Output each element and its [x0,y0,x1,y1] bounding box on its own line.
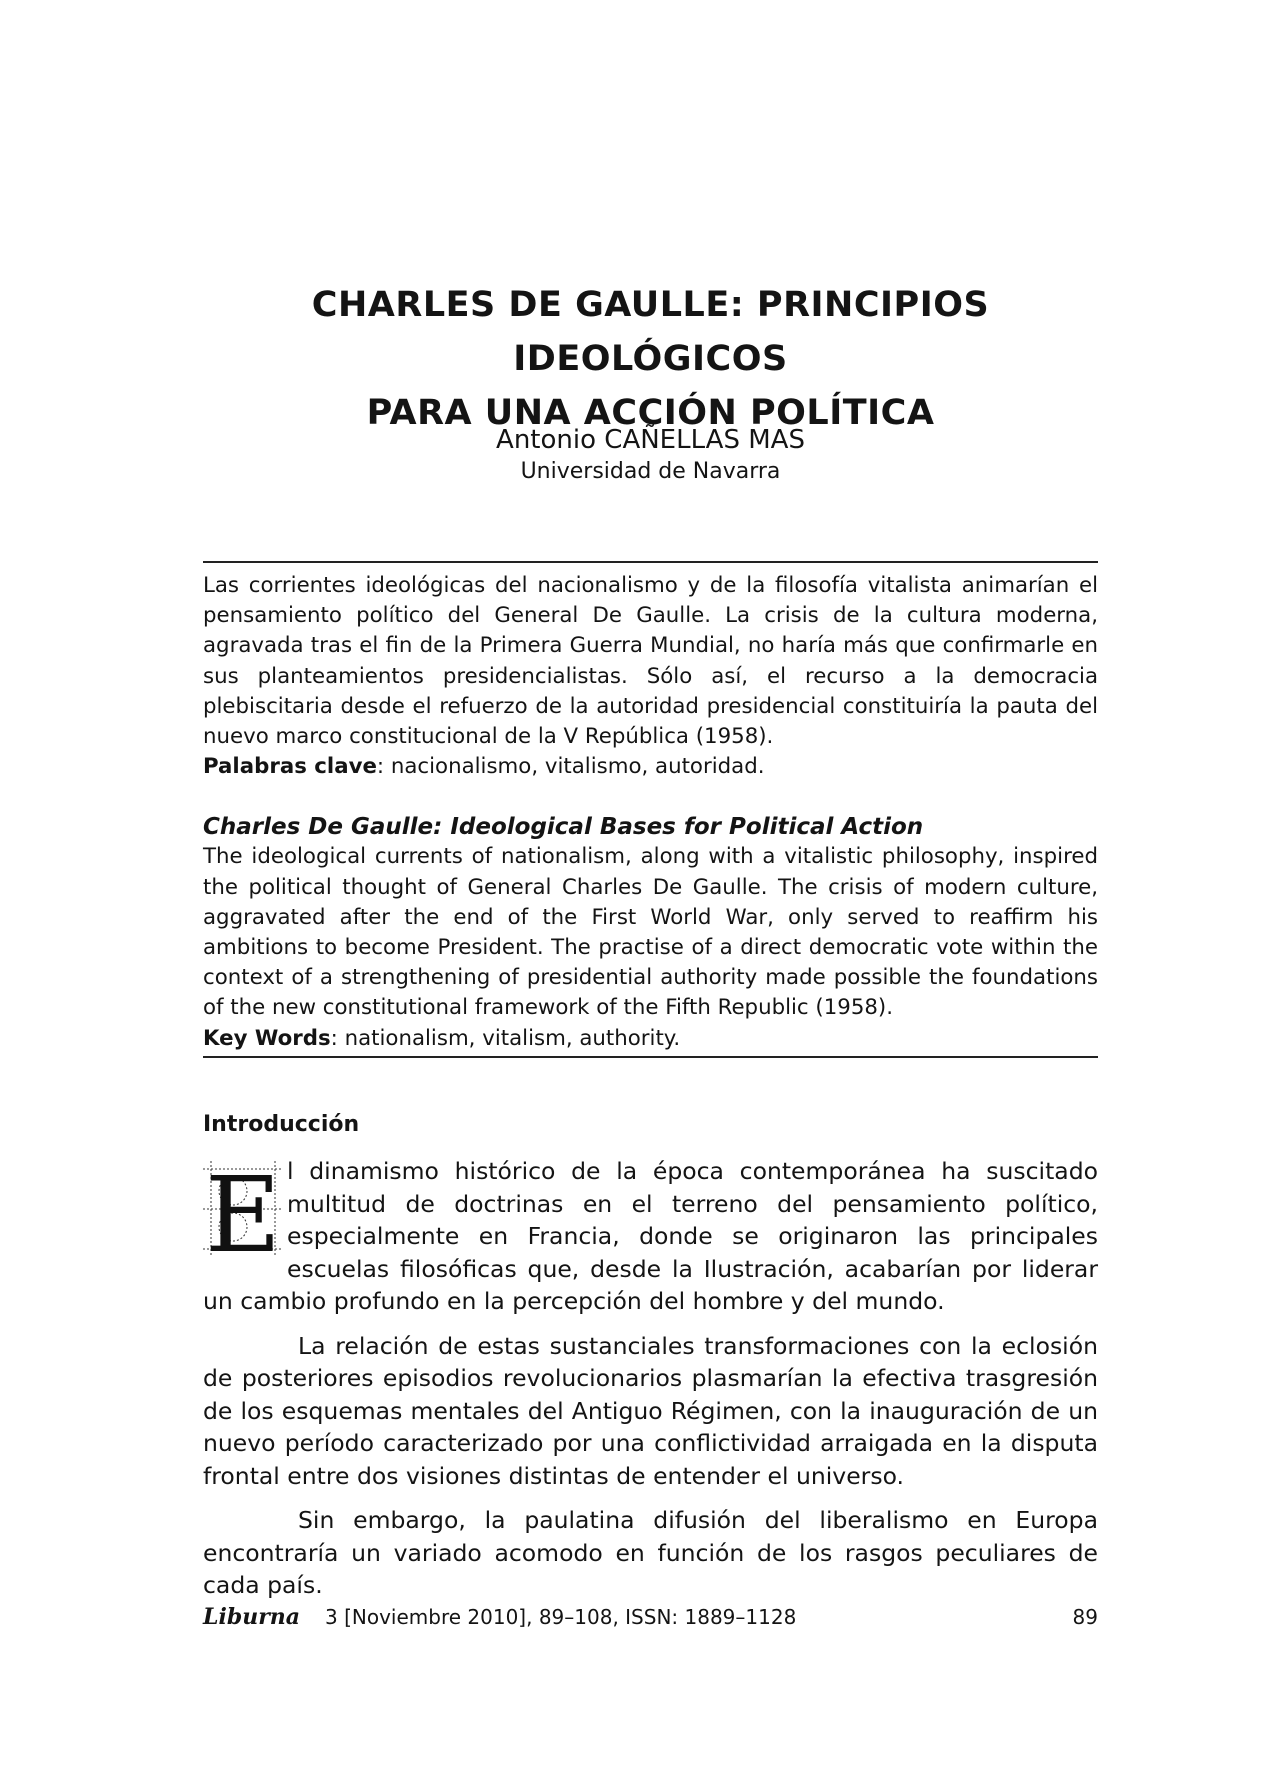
journal-logo: Liburna [203,1604,301,1630]
abstract-en-keywords [203,1024,1098,1054]
title-line-1: CHARLES DE GAULLE: PRINCIPIOS IDEOLÓGICOS [311,285,990,379]
keywords-en-values: : nationalism, vitalism, authority. [330,1025,681,1051]
paragraph-1-text: l dinamismo histórico de la época contemporánea ha suscitado multitud de doctrinas en el terreno del pensamiento político, especialmente en Francia, donde se originaron las principales escuelas filosóficas que, desde la Ilustración, acabarían por liderar un cambio profundo en la percepción del hombre y del mundo. [203,1157,1098,1315]
abstract-es-keywords [203,752,1098,782]
page-number: 89 [1072,1605,1098,1629]
section-heading-introduction: Introducción [203,1112,360,1137]
drop-cap-ornament-icon [203,1161,283,1257]
article-title [203,278,1098,440]
keywords-es-label: Palabras clave [203,754,377,780]
page-footer [203,1600,1098,1634]
paragraph-1 [203,1155,1098,1318]
journal-citation: 3 [Noviembre 2010], 89–108, ISSN: 1889–1128 [325,1605,797,1629]
paragraph-2: La relación de estas sustanciales transformaciones con la eclosión de posteriores episodios revolucionarios plasmarían la efectiva trasgresión de los esquemas mentales del Antiguo Régimen, con la inauguración de un nuevo período caracterizado por una conflictividad arraigada en la disputa frontal entre dos visiones distintas de entender el universo. [203,1331,1098,1490]
author-name: Antonio CAÑELLAS MAS [496,425,805,455]
drop-cap-letter: E [205,1161,281,1257]
abstract-en-title: Charles De Gaulle: Ideological Bases for Political Action [203,814,924,841]
keywords-en-label: Key Words [203,1025,331,1051]
keywords-es-values: : nacionalismo, vitalismo, autoridad. [376,754,765,780]
drop-cap [203,1161,283,1257]
body-text [203,1155,1098,1614]
title-line-2: PARA UNA ACCIÓN POLÍTICA [366,393,935,433]
abstract-en-text: The ideological currents of nationalism, along with a vitalistic philosophy, inspired the political thought of General Charles De Gaulle. The crisis of modern culture, aggravated after the end of the First World War, only served to reaffirm his ambitions to become President. The practise of a direct democratic vote within the context of a strengthening of presidential authority made possible the foundations of the new constitutional framework of the Fifth Republic (1958). [203,844,1098,1021]
abstract-box [203,561,1098,1058]
author-affiliation: Universidad de Navarra [520,459,781,484]
paragraph-3: Sin embargo, la paulatina difusión del liberalismo en Europa encontraría un variado acomodo en función de los rasgos peculiares de cada país. [203,1506,1098,1599]
abstract-es-text: Las corrientes ideológicas del nacionalismo y de la filosofía vitalista animarían el pensamiento político del General De Gaulle. La crisis de la cultura moderna, agravada tras el fin de la Primera Guerra Mundial, no haría más que confirmarle en sus planteamientos presidencialistas. Sólo así, el recurso a la democracia plebiscitaria desde el refuerzo de la autoridad presidencial constituiría la pauta del nuevo marco constitucional de la V República (1958). [203,573,1098,750]
